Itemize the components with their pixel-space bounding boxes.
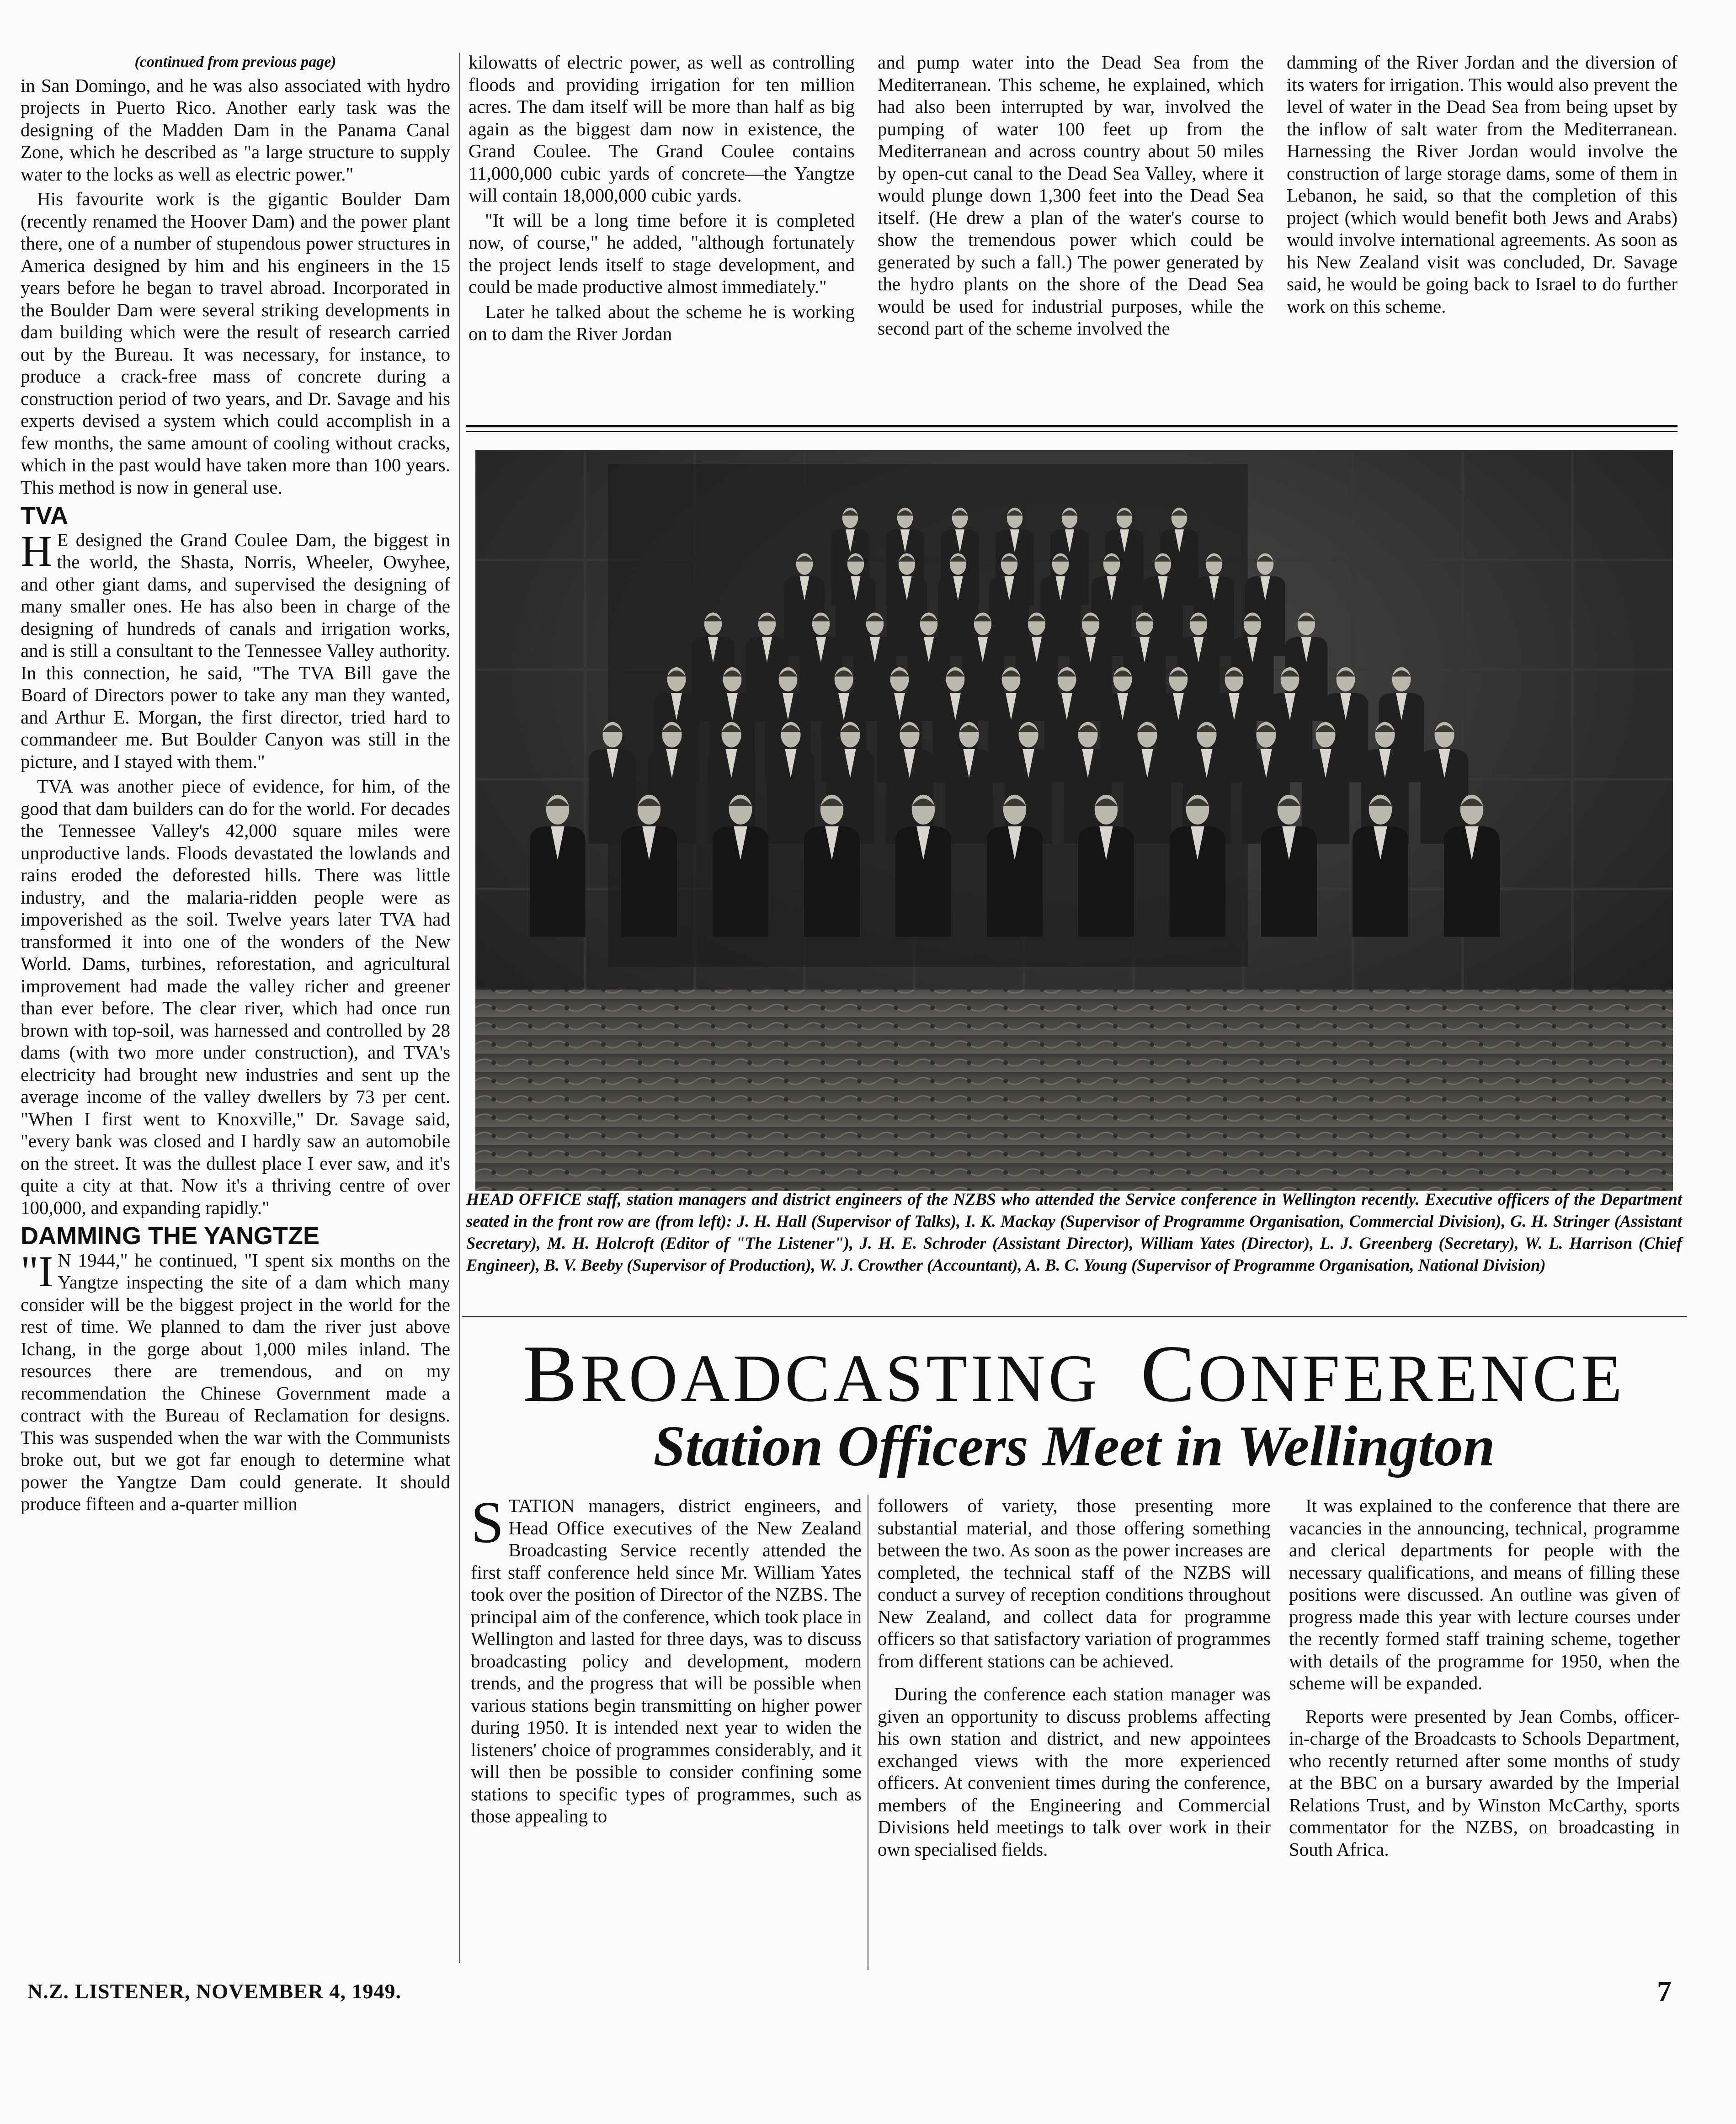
page-number: 7 — [1657, 1975, 1672, 2007]
article-column-2 — [878, 1495, 1271, 1863]
column-2 — [469, 51, 855, 348]
paragraph: and pump water into the Dead Sea from the Mediterranean. This scheme, he explained, which had also been interrupted by war, involved the pumping of water 100 feet up from the Mediterranean and across country about 50 miles by open-cut canal to the Dead Sea Valley, where it would plunge down 1,300 feet into the Dead Sea itself. (He drew a plan of the water's course to show the tremendous power which could be generated by such a fall.) The power generated by the hydro plants on the shore of the Dead Sea would be used for industrial purposes, while the second part of the scheme involved the — [878, 52, 1264, 339]
paragraph: Reports were presented by Jean Combs, officer-in-charge of the Broadcasts to Schools Department, who recently returned after some months of study at the BBC on a bursary awarded by the Imperial Relations Trust, and by Winston McCarthy, sports commentator for the NZBS, on broadcasting in South Africa. — [1289, 1705, 1680, 1860]
column-4 — [1287, 51, 1677, 320]
group-photograph — [475, 450, 1673, 1191]
article-headline: BROADCASTING CONFERENCE — [523, 1328, 1625, 1419]
divider-rule — [462, 1316, 1687, 1317]
paragraph: H E designed the Grand Coulee Dam, the biggest in the world, the Shasta, Norris, Wheeler, Owyhee, and other giant dams, and supervised the designing of many smaller ones. He has also been in charge of the designing of hundreds of canals and irrigation works, and is still a consultant to the Tennessee Valley authority. In this connection, he said, "The TVA Bill gave the Board of Directors power to take any man they wanted, and Arthur E. Morgan, the first director, tried hard to commandeer me. But Boulder Canyon was still in the picture, and I stayed with them." — [21, 526, 450, 772]
paragraph: "It will be a long time before it is completed now, of course," he added, "although fortunately the project lends itself to stage development, and could be made productive almost immediately." — [469, 209, 855, 297]
drop-cap: H — [21, 526, 53, 575]
drop-cap: S — [471, 1490, 504, 1555]
paragraph: Later he talked about the scheme he is working on to dam the River Jordan — [469, 301, 855, 344]
photo-caption: HEAD OFFICE staff, station managers and district engineers of the NZBS who attended the Service conference in Wellington recently. Executive officers of the Department seated in the front row are (from left): J. H. Hall (Supervisor of Talks), I. K. Mackay (Supervisor of Programme Organisation, Commercial Division), G. H. Stringer (Assistant Secretary), M. H. Holcroft (Editor of "The Listener"), J. H. E. Schroder (Assistant Director), William Yates (Director), L. J. Greenberg (Secretary), W. L. Harrison (Chief Engineer), B. V. Beeby (Supervisor of Production), W. J. Crowther (Accountant), A. B. C. Young (Supervisor of Programme Organisation, National Division) — [466, 1190, 1682, 1274]
paragraph: kilowatts of electric power, as well as controlling floods and providing irrigation for ten million acres. The dam itself will be more than half as big again as the biggest dam now in existence, the Grand Coulee. The Grand Coulee contains 11,000,000 cubic yards of concrete—the Yangtze will contain 18,000,000 cubic yards. — [469, 52, 855, 206]
column-3 — [878, 51, 1264, 342]
drop-cap: "I — [21, 1246, 53, 1296]
paragraph: STATION managers, district engineers, and Head Office executives of the New Zealand Broadcasting Service recently attended the first staff conference held since Mr. William Yates took over the position of Director of the NZBS. The principal aim of the conference, which took place in Wellington and lasted for three days, was to discuss broadcasting policy and development, modern trends, and the progress that will be possible when various stations begin transmitting on higher power during 1950. It is intended next year to widen the listeners' choice of programmes considerably, and it will then be possible to consider confining some stations to specific types of programmes, such as those appealing to — [471, 1490, 862, 1826]
paragraph: It was explained to the conference that there are vacancies in the announcing, technical, programme and clerical departments for people with the necessary qualifications, and means of filling these positions were discussed. An outline was given of progress made this year with lecture courses under the recently formed staff training scheme, together with details of the programme for 1950, when the scheme will be expanded. — [1289, 1495, 1680, 1693]
paragraph: in San Domingo, and he was also associated with hydro projects in Puerto Rico. Another early task was the designing of the Madden Dam in the Panama Canal Zone, which he described as "a large structure to supply water to the locks as well as electric power." — [21, 75, 450, 185]
paragraph: During the conference each station manager was given an opportunity to discuss problems affecting his own station and district, and new appointees exchanged views with the more experienced officers. At convenient times during the conference, members of the Engineering and Commercial Divisions held meetings to talk over work in their own specialised fields. — [878, 1683, 1271, 1860]
paragraph: "I N 1944," he continued, "I spent six months on the Yangtze inspecting the site of a dam which many consider will be the biggest project in the world for the rest of time. We planned to dam the river just above Ichang, in the gorge about 1,000 miles inland. The resources there are tremendous, and on my recommendation the Chinese Government made a contract with the Bureau of Reclamation for designs. This was suspended when the war with the Communists broke out, but we got far enough to determine what power the Yangtze Dam could generate. It should produce fifteen and a-quarter million — [21, 1246, 450, 1514]
column-divider — [459, 53, 460, 1963]
divider-rule — [466, 431, 1677, 432]
subheading-tva: TVA — [21, 502, 68, 529]
paragraph: damming of the River Jordan and the diversion of its waters for irrigation. This would also prevent the level of water in the Dead Sea from being upset by the inflow of salt water from the Mediterranean. Harnessing the River Jordan would involve the construction of large storage dams, some of them in Lebanon, he said, so that the completion of this project (which would benefit both Jews and Arabs) would involve international agreements. As soon as his New Zealand visit was concluded, Dr. Savage said, he would be going back to Israel to do further work on this scheme. — [1287, 52, 1677, 317]
article-column-3 — [1289, 1495, 1680, 1863]
paragraph: His favourite work is the gigantic Boulder Dam (recently renamed the Hoover Dam) and the power plant there, one of a number of stupendous power structures in America designed by him and his engineers in the 15 years before he began to travel abroad. Incorporated in the Boulder Dam were several striking developments in dam building which were the result of research carried out by the Bureau. It was necessary, for instance, to produce a crack-free mass of concrete during a construction period of two years, and Dr. Savage and his experts devised a system which could accomplish in a few months, the same amount of cooling without cracks, which in the past would have taken more than 100 years. This method is now in general use. — [21, 188, 450, 498]
article-column-1 — [471, 1490, 862, 1830]
divider-rule — [466, 425, 1677, 427]
publication-footer: N.Z. LISTENER, NOVEMBER 4, 1949. — [27, 1980, 401, 2003]
subheading-yangtze: DAMMING THE YANGTZE — [21, 1222, 320, 1250]
paragraph: TVA was another piece of evidence, for him, of the good that dam builders can do for the world. For decades the Tennessee Valley's 42,000 square miles were unproductive lands. Floods devastated the lowlands and rains eroded the deforested hills. There was little industry, and the malaria-ridden people were as impoverished as the soil. Twelve years later TVA had transformed it into one of the wonders of the New World. Dams, turbines, reforestation, and agricultural improvement had made the valley richer and greener than ever before. The clear river, which had once run brown with top-soil, was harnessed and controlled by 28 dams (with two more under construction), and TVA's electricity had brought new industries and sent up the average income of the valley dwellers by 73 per cent. "When I first went to Knoxville," Dr. Savage said, "every bank was closed and I hardly saw an automobile on the street. It was the dullest place I ever saw, and it's quite a city at that. Now it's a thriving centre of over 100,000, and expanding rapidly." — [21, 776, 450, 1218]
article-subtitle: Station Officers Meet in Wellington — [653, 1415, 1495, 1478]
continued-note: (continued from previous page) — [134, 53, 336, 70]
column-1 — [21, 51, 450, 1518]
paragraph: followers of variety, those presenting more substantial material, and those offering something between the two. As soon as the power increases are completed, the technical staff of the NZBS will conduct a survey of reception conditions throughout New Zealand, and collect data for programme officers so that satisfactory variation of programmes from different stations can be achieved. — [878, 1495, 1271, 1672]
